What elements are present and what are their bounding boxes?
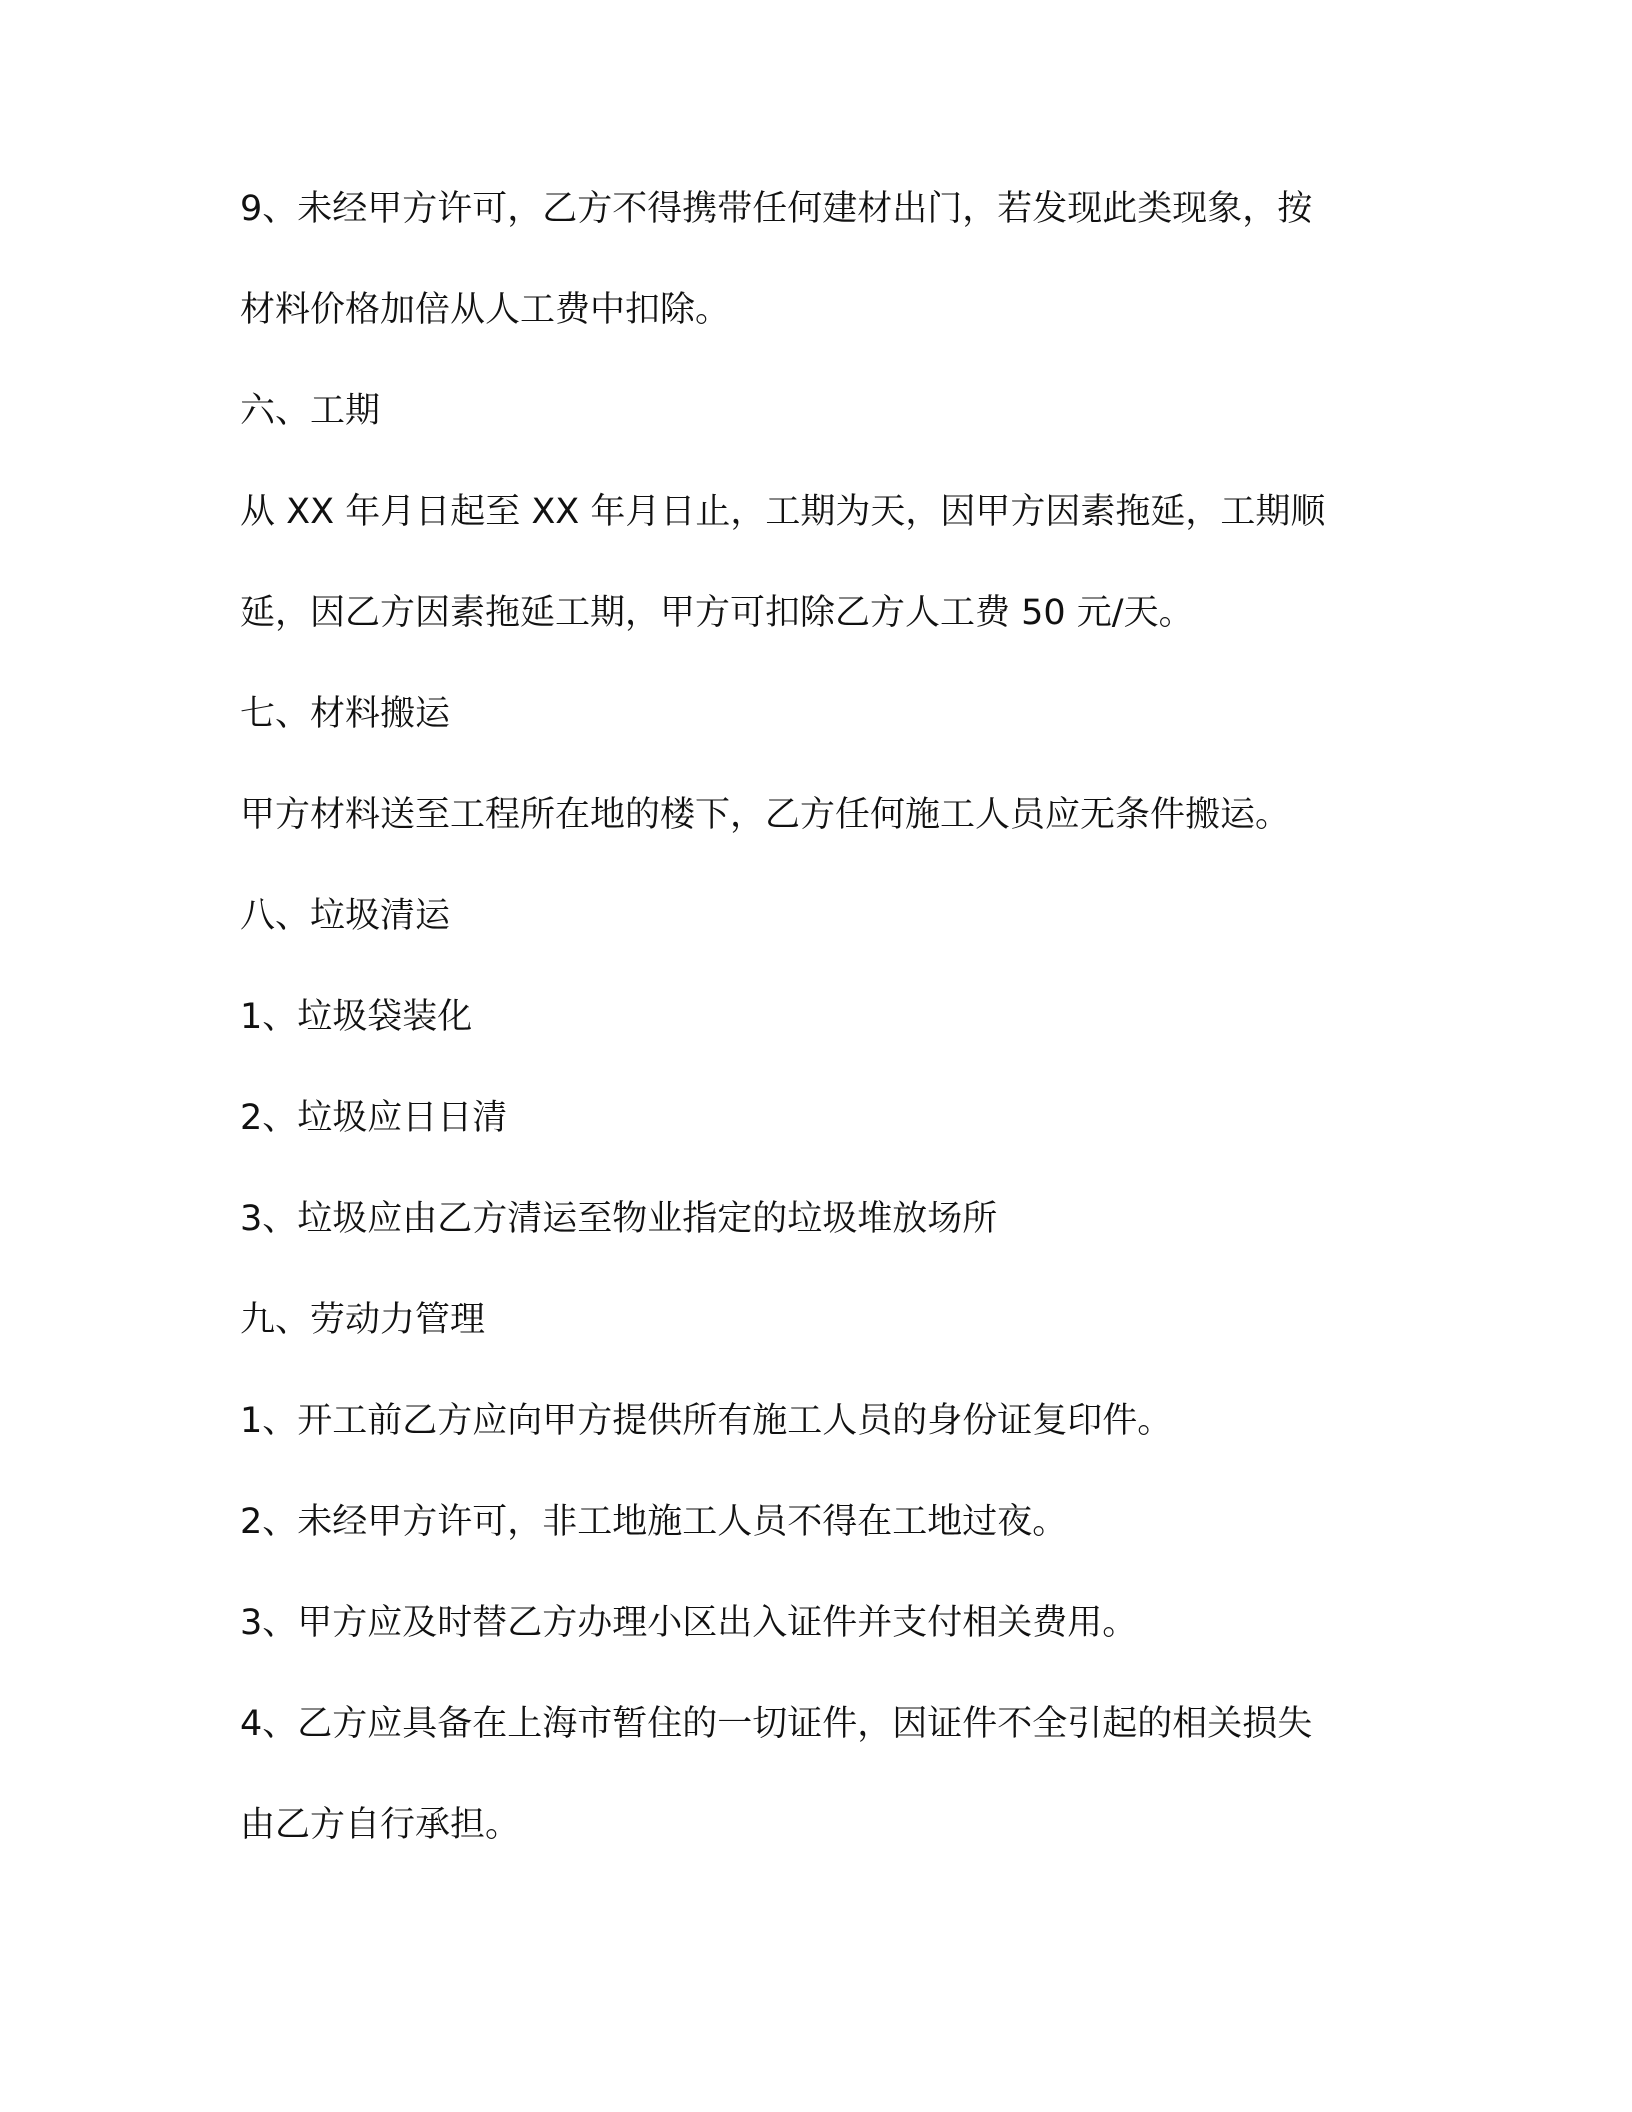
list-item: 1、开工前乙方应向甲方提供所有施工人员的身份证复印件。 bbox=[240, 1401, 1173, 1441]
list-item: 2、垃圾应日日清 bbox=[240, 1098, 508, 1138]
section-heading: 九、劳动力管理 bbox=[240, 1300, 486, 1340]
paragraph-line: 由乙方自行承担。 bbox=[240, 1805, 521, 1845]
list-item: 3、甲方应及时替乙方办理小区出入证件并支付相关费用。 bbox=[240, 1603, 1138, 1643]
document-body bbox=[240, 186, 1400, 1903]
paragraph-line: 甲方材料送至工程所在地的楼下，乙方任何施工人员应无条件搬运。 bbox=[240, 795, 1291, 835]
list-item: 2、未经甲方许可，非工地施工人员不得在工地过夜。 bbox=[240, 1502, 1068, 1542]
list-item: 4、乙方应具备在上海市暂住的一切证件，因证件不全引起的相关损失 bbox=[240, 1704, 1313, 1744]
list-item: 1、垃圾袋装化 bbox=[240, 997, 473, 1037]
section-heading: 七、材料搬运 bbox=[240, 694, 451, 734]
section-heading: 六、工期 bbox=[240, 391, 381, 431]
section-heading: 八、垃圾清运 bbox=[240, 896, 451, 936]
paragraph-line: 材料价格加倍从人工费中扣除。 bbox=[240, 290, 731, 330]
list-item: 3、垃圾应由乙方清运至物业指定的垃圾堆放场所 bbox=[240, 1199, 998, 1239]
paragraph-line: 9、未经甲方许可，乙方不得携带任何建材出门，若发现此类现象，按 bbox=[240, 189, 1313, 229]
paragraph-line: 延，因乙方因素拖延工期，甲方可扣除乙方人工费 50 元/天。 bbox=[240, 593, 1194, 633]
paragraph-line: 从 XX 年月日起至 XX 年月日止，工期为天，因甲方因素拖延，工期顺 bbox=[240, 492, 1326, 532]
